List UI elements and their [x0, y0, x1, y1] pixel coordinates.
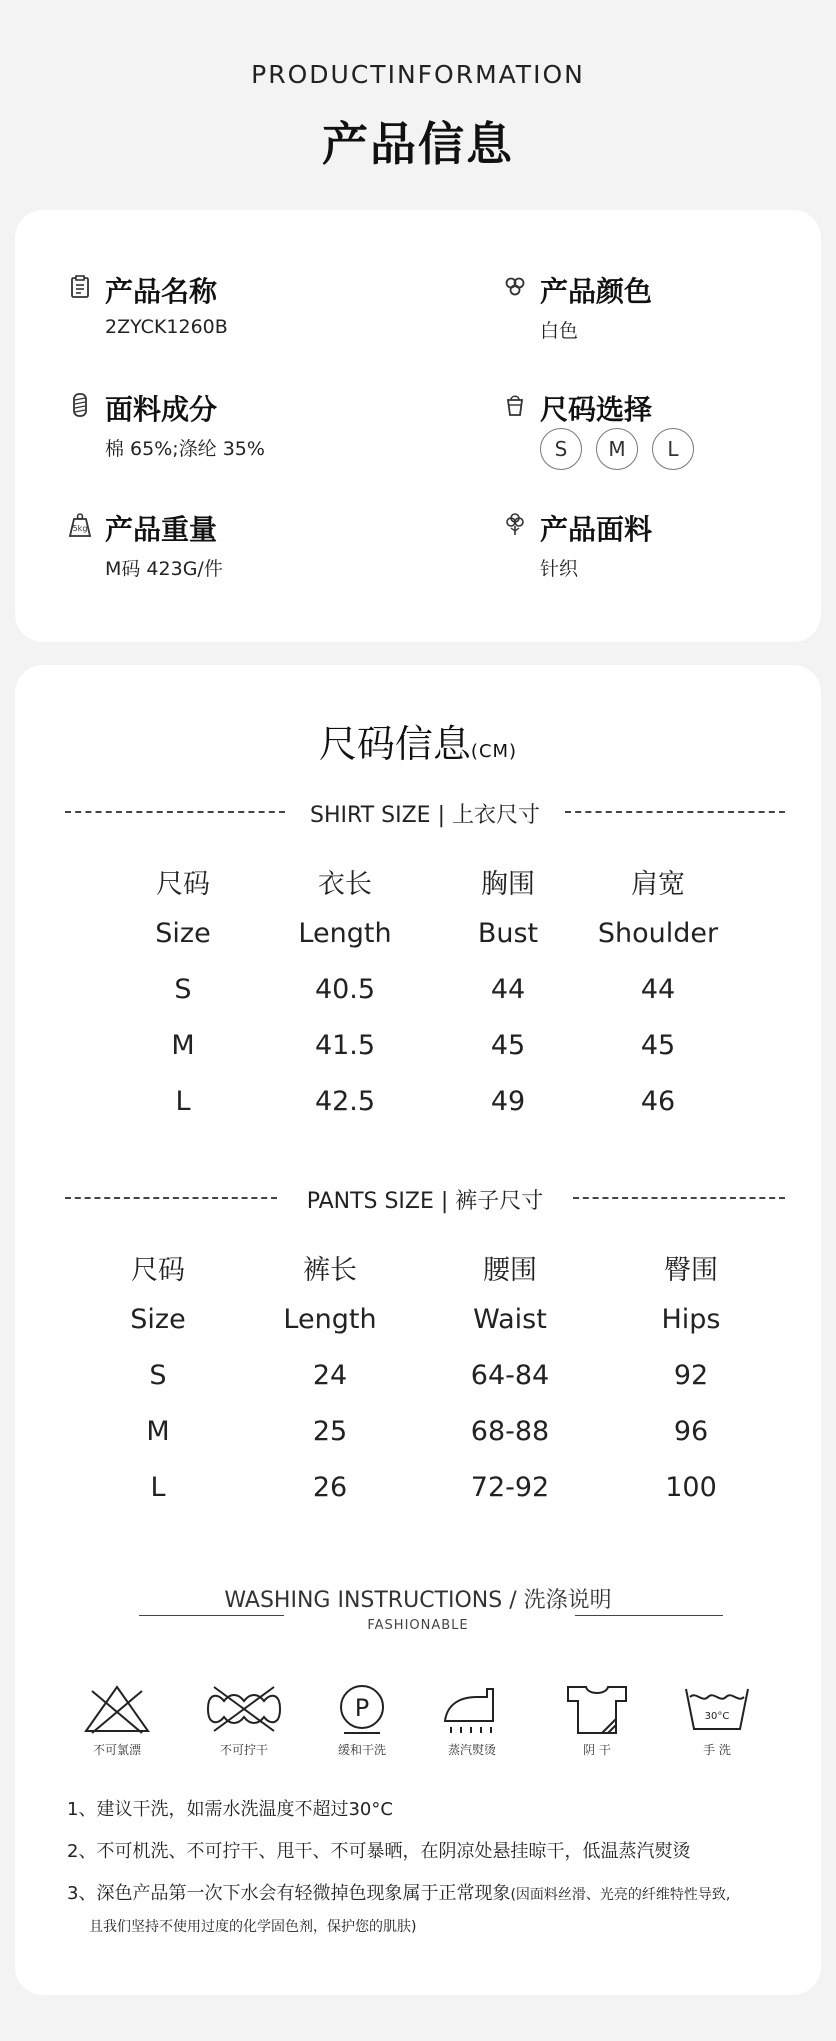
product-material-value: 针织 [540, 558, 579, 580]
wash-title-underline-left [139, 1615, 284, 1616]
cotton-icon [502, 512, 528, 538]
table-header-row-en [15, 1304, 821, 1344]
table-header-cell: 衣长 [318, 869, 372, 900]
size-option-l[interactable]: L [652, 428, 694, 470]
table-row [15, 1416, 821, 1456]
table-cell: 45 [490, 1030, 526, 1061]
table-cell: M [171, 1030, 195, 1061]
wash-item-steam-iron [417, 1683, 527, 1758]
wash-item-gentle-dry-clean [307, 1683, 417, 1758]
care-note [67, 1879, 730, 1905]
header-chinese-title: 产品信息 [322, 117, 514, 171]
table-cell: 72-92 [470, 1472, 550, 1503]
table-cell: 68-88 [470, 1416, 550, 1447]
product-name-value: 2ZYCK1260B [105, 316, 228, 338]
product-info-card [15, 210, 821, 642]
svg-text:P: P [354, 1694, 370, 1722]
fabric-composition-title: 面料成分 [105, 393, 218, 426]
size-select-title: 尺码选择 [540, 393, 653, 426]
page-header [0, 0, 836, 205]
table-header-cell: Length [298, 918, 392, 949]
table-row [15, 1360, 821, 1400]
product-name-title: 产品名称 [105, 275, 218, 308]
size-option-s[interactable]: S [540, 428, 582, 470]
table-header-row-cn [15, 1248, 821, 1288]
table-cell: 64-84 [470, 1360, 550, 1391]
washing-instructions-title: WASHING INSTRUCTIONS / 洗涤说明 [224, 1588, 612, 1613]
wash-caption: 蒸汽熨烫 [447, 1743, 496, 1757]
table-cell: 40.5 [314, 974, 376, 1005]
wash-item-no-wring [189, 1683, 299, 1758]
table-cell: 46 [640, 1086, 676, 1117]
table-row [15, 1030, 821, 1070]
svg-text:5kg: 5kg [72, 524, 88, 533]
shirt-size-label [65, 798, 785, 829]
palette-icon [502, 274, 528, 300]
header-english-title: PRODUCTINFORMATION [251, 60, 585, 89]
table-header-cell: Length [283, 1304, 377, 1335]
table-header-row-en [15, 918, 821, 958]
wash-caption: 缓和干洗 [337, 1743, 386, 1757]
table-header-cell: Waist [473, 1304, 547, 1335]
product-weight-title: 产品重量 [105, 513, 218, 546]
pants-size-divider [65, 1184, 785, 1214]
table-header-row-cn [15, 862, 821, 902]
size-info-card [15, 665, 821, 1995]
table-cell: 92 [673, 1360, 709, 1391]
table-cell: 96 [673, 1416, 709, 1447]
size-info-title [15, 713, 821, 768]
gentle-dry-clean-icon [336, 1683, 388, 1735]
weight-icon [67, 512, 93, 538]
no-wring-icon [202, 1683, 286, 1735]
wash-item-no-bleach [62, 1683, 172, 1758]
size-option-m[interactable]: M [596, 428, 638, 470]
table-cell: 100 [665, 1472, 717, 1503]
steam-iron-icon [437, 1683, 507, 1735]
cup-icon [502, 392, 528, 418]
table-cell: L [150, 1472, 166, 1503]
fabric-composition-value: 棉 65%;涤纶 35% [105, 438, 265, 460]
table-cell: S [149, 1360, 167, 1391]
table-header-cell: 尺码 [131, 1255, 185, 1286]
care-note-aside: 且我们坚持不使用过度的化学固色剂，保护您的肌肤) [89, 1919, 417, 1935]
wash-caption: 不可氯漂 [92, 1743, 141, 1757]
table-cell: S [174, 974, 192, 1005]
product-weight-value: M码 423G/件 [105, 558, 223, 580]
table-row [15, 1086, 821, 1126]
wash-caption: 不可拧干 [219, 1743, 268, 1757]
size-info-unit: (CM) [470, 741, 518, 762]
shirt-size-label-text: SHIRT SIZE | 上衣尺寸 [302, 803, 548, 828]
hand-wash-icon [682, 1683, 752, 1735]
table-header-cell: 胸围 [481, 869, 535, 900]
pants-size-label-text: PANTS SIZE | 裤子尺寸 [299, 1189, 552, 1214]
table-cell: 26 [312, 1472, 348, 1503]
table-header-cell: 尺码 [156, 869, 210, 900]
product-color-title: 产品颜色 [540, 275, 653, 308]
clipboard-icon [67, 274, 93, 300]
size-info-heading: 尺码信息 [318, 722, 471, 766]
size-options [540, 428, 694, 470]
shirt-size-divider [65, 798, 785, 828]
wash-item-shade-dry [542, 1683, 652, 1758]
pants-size-label [65, 1184, 785, 1215]
care-note: 2、不可机洗、不可拧干、甩干、不可暴晒，在阴凉处悬挂晾干，低温蒸汽熨烫 [67, 1841, 691, 1862]
product-color-value: 白色 [540, 320, 579, 342]
table-header-cell: Bust [477, 918, 539, 949]
table-cell: 44 [640, 974, 676, 1005]
washing-subtitle: FASHIONABLE [367, 1618, 469, 1633]
care-note: 1、建议干洗，如需水洗温度不超过30°C [67, 1799, 393, 1820]
table-row [15, 974, 821, 1014]
table-cell: M [146, 1416, 170, 1447]
table-header-cell: 肩宽 [631, 869, 685, 900]
wash-caption: 阴 干 [583, 1743, 611, 1757]
table-header-cell: 裤长 [303, 1255, 357, 1286]
table-cell: 44 [490, 974, 526, 1005]
table-header-cell: 腰围 [483, 1255, 537, 1286]
table-header-cell: Size [155, 918, 211, 949]
wash-item-hand-wash [662, 1683, 772, 1758]
yarn-spool-icon [67, 392, 93, 418]
table-cell: 24 [312, 1360, 348, 1391]
wash-caption: 手 洗 [703, 1743, 731, 1757]
table-cell: 45 [640, 1030, 676, 1061]
shade-dry-icon [564, 1683, 630, 1735]
care-note-aside: (因面料丝滑、光亮的纤维特性导致, [510, 1887, 731, 1903]
product-material-title: 产品面料 [540, 513, 653, 546]
table-row [15, 1472, 821, 1512]
table-cell: 25 [312, 1416, 348, 1447]
table-cell: 42.5 [314, 1086, 376, 1117]
table-header-cell: Size [130, 1304, 186, 1335]
care-note [89, 1915, 416, 1936]
no-bleach-icon [82, 1683, 152, 1735]
table-cell: 41.5 [314, 1030, 376, 1061]
table-cell: L [175, 1086, 191, 1117]
table-header-cell: 臀围 [664, 1255, 718, 1286]
hand-wash-temp: 30°C [704, 1711, 730, 1722]
table-header-cell: Shoulder [597, 918, 719, 949]
table-cell: 49 [490, 1086, 526, 1117]
care-note-text: 3、深色产品第一次下水会有轻微掉色现象属于正常现象 [67, 1883, 511, 1904]
wash-title-underline-right [575, 1615, 723, 1616]
table-header-cell: Hips [661, 1304, 721, 1335]
